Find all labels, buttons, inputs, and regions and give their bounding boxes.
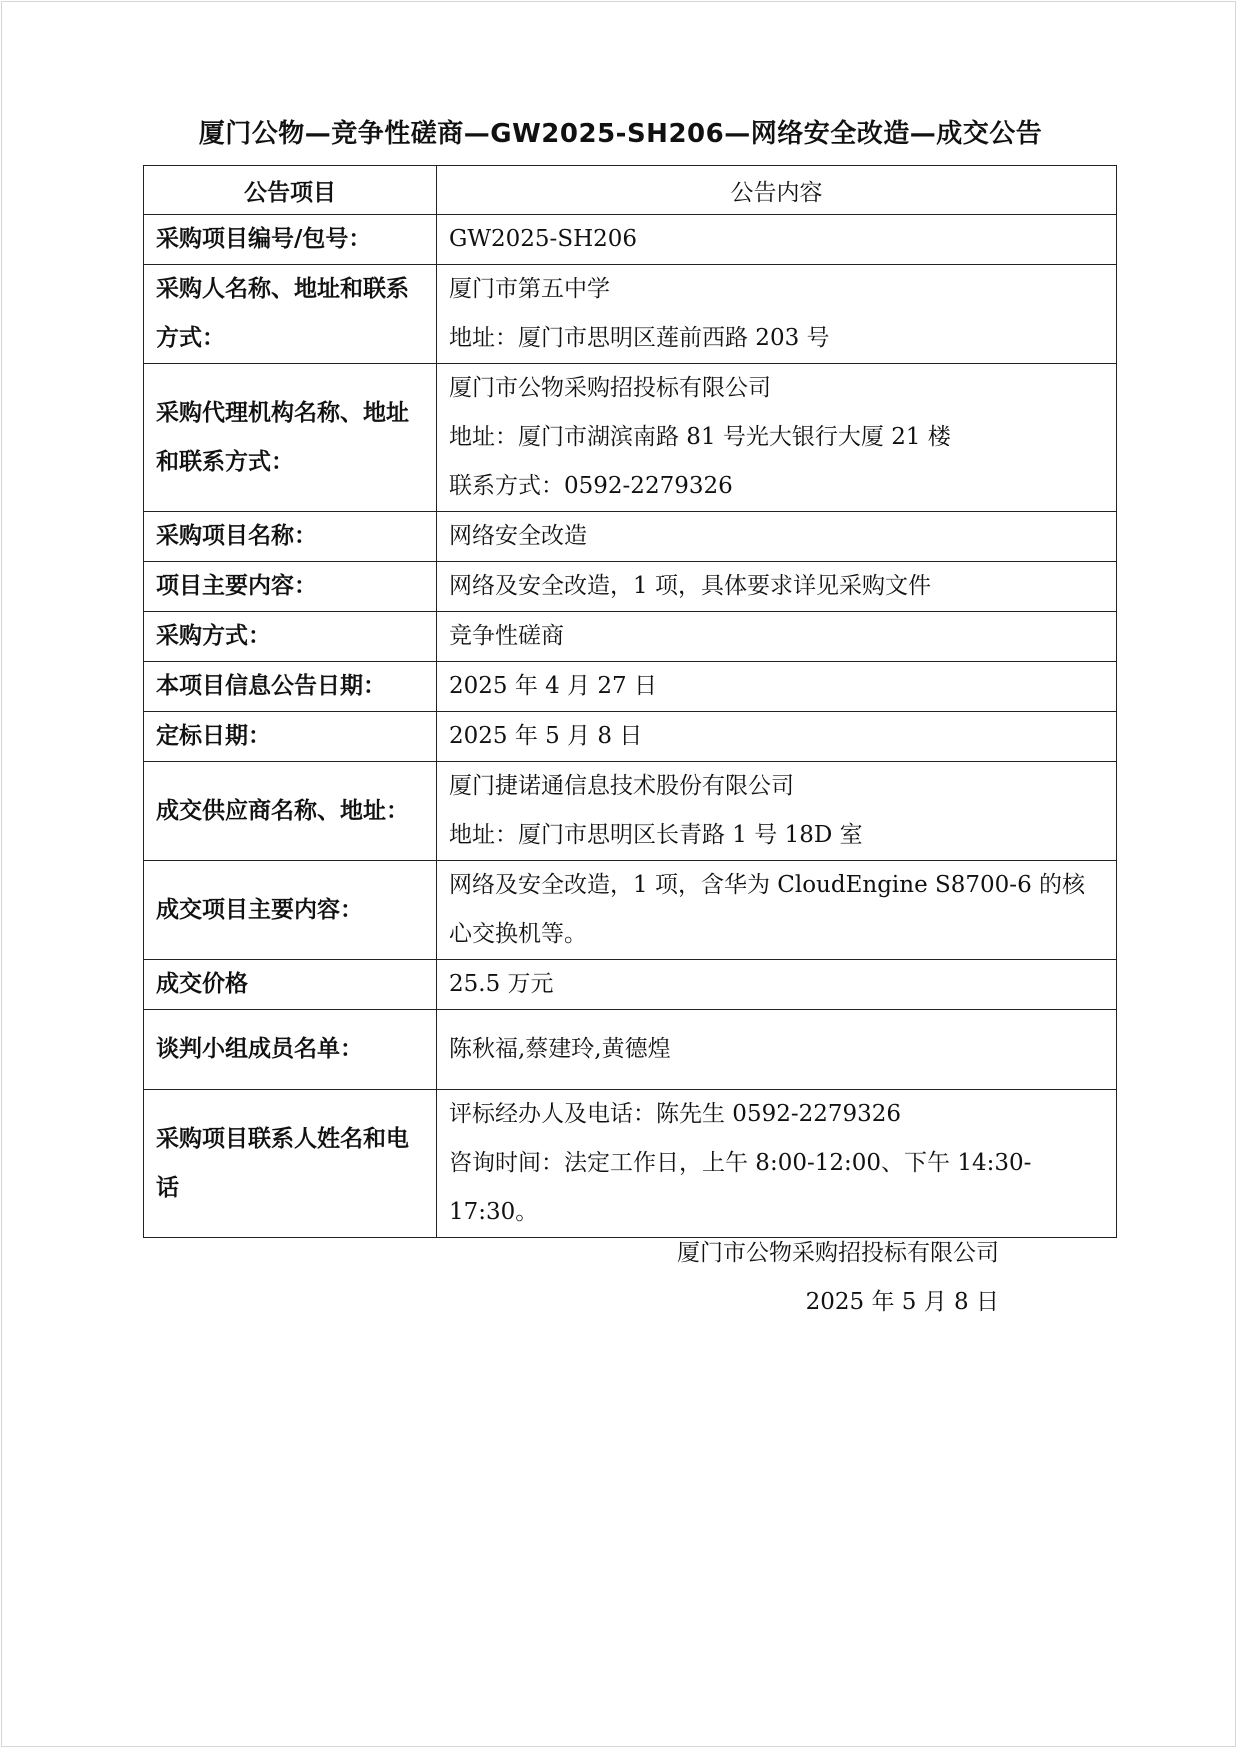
table-header-row [144, 166, 1117, 215]
table-row [144, 562, 1117, 612]
row-key: 采购项目名称： [144, 512, 437, 562]
row-key: 本项目信息公告日期： [144, 662, 437, 712]
table-row [144, 861, 1117, 960]
row-value: 2025 年 5 月 8 日 [437, 712, 1117, 762]
row-key: 成交供应商名称、地址： [144, 762, 437, 861]
row-value: 评标经办人及电话：陈先生 0592-2279326 咨询时间：法定工作日，上午 8:00-12:00、下午 14:30-17:30。 [437, 1090, 1117, 1238]
row-key: 成交项目主要内容： [144, 861, 437, 960]
header-item: 公告项目 [144, 166, 437, 215]
row-value: 陈秋福,蔡建玲,黄德煌 [437, 1010, 1117, 1090]
row-value: 网络及安全改造，1 项，含华为 CloudEngine S8700-6 的核心交换机等。 [437, 861, 1117, 960]
row-key: 采购方式： [144, 612, 437, 662]
table-row [144, 960, 1117, 1010]
row-value: GW2025-SH206 [437, 215, 1117, 265]
document-page [1, 1, 1236, 1747]
table-row [144, 265, 1117, 364]
row-key: 采购项目编号/包号： [144, 215, 437, 265]
row-key: 采购人名称、地址和联系方式： [144, 265, 437, 364]
row-value: 厦门市公物采购招投标有限公司 地址：厦门市湖滨南路 81 号光大银行大厦 21 楼 联系方式：0592-2279326 [437, 364, 1117, 512]
row-value: 2025 年 4 月 27 日 [437, 662, 1117, 712]
row-key: 采购代理机构名称、地址和联系方式： [144, 364, 437, 512]
row-key: 谈判小组成员名单： [144, 1010, 437, 1090]
document-title: 厦门公物—竞争性磋商—GW2025-SH206—网络安全改造—成交公告 [198, 119, 1043, 149]
table-row [144, 364, 1117, 512]
row-value: 厦门捷诺通信息技术股份有限公司 地址：厦门市思明区长青路 1 号 18D 室 [437, 762, 1117, 861]
table-row [144, 1090, 1117, 1238]
header-content: 公告内容 [437, 166, 1117, 215]
row-value: 网络安全改造 [437, 512, 1117, 562]
signature-date: 2025 年 5 月 8 日 [805, 1289, 999, 1315]
row-key: 项目主要内容： [144, 562, 437, 612]
table-row [144, 215, 1117, 265]
table-row [144, 762, 1117, 861]
row-key: 定标日期： [144, 712, 437, 762]
table-row [144, 1010, 1117, 1090]
row-key: 成交价格 [144, 960, 437, 1010]
row-value: 竞争性磋商 [437, 612, 1117, 662]
row-value: 网络及安全改造，1 项，具体要求详见采购文件 [437, 562, 1117, 612]
row-key: 采购项目联系人姓名和电话 [144, 1090, 437, 1238]
notice-table [143, 165, 1117, 1238]
row-value: 厦门市第五中学 地址：厦门市思明区莲前西路 203 号 [437, 265, 1117, 364]
table-row [144, 712, 1117, 762]
table-row [144, 512, 1117, 562]
row-value: 25.5 万元 [437, 960, 1117, 1010]
table-row [144, 662, 1117, 712]
table-row [144, 612, 1117, 662]
signature-org: 厦门市公物采购招投标有限公司 [677, 1240, 999, 1266]
